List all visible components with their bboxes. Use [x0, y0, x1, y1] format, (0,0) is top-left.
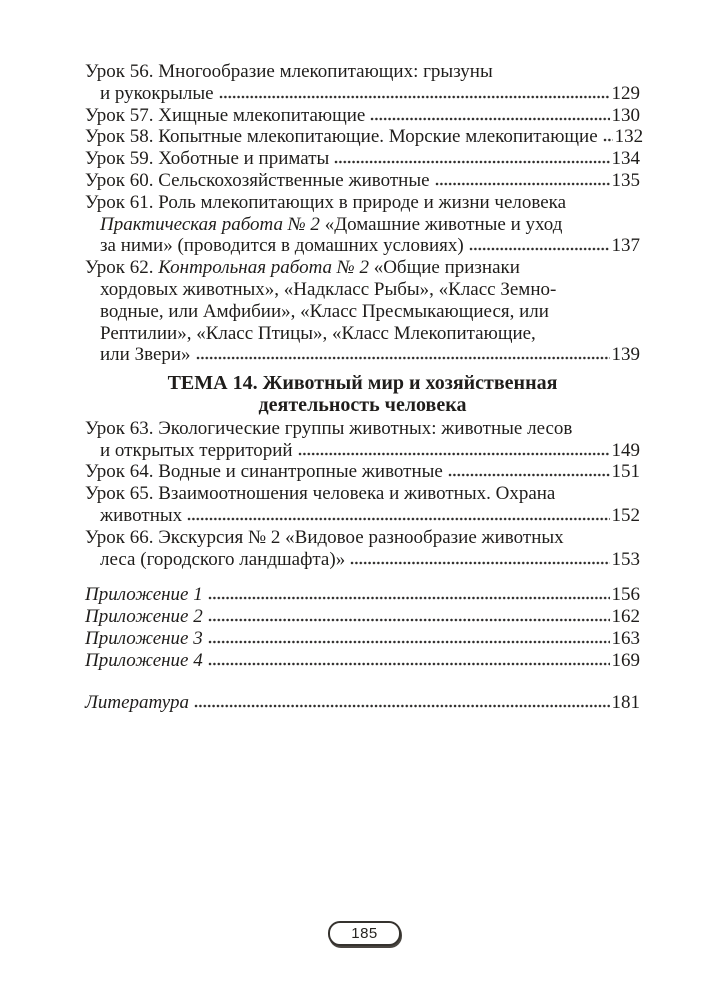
toc-entry-text	[100, 505, 182, 527]
toc-entry-text-italic: Приложение 2	[85, 606, 203, 628]
toc-line	[85, 257, 640, 279]
toc-line	[85, 650, 640, 672]
toc-entry-text-segment: «Домашние животные и уход	[319, 213, 563, 235]
toc-entry-text-italic: Практическая работа № 2	[100, 213, 320, 235]
table-of-contents	[85, 61, 644, 713]
toc-entry-text-segment: Урок 58. Копытные млекопитающие. Морские млекопитающие	[85, 126, 598, 148]
toc-entry-text	[85, 628, 203, 650]
toc-entry-text-segment: леса (городского ландшафта)»	[100, 548, 346, 570]
dot-leader	[208, 618, 610, 622]
toc-entry-text	[85, 584, 203, 606]
toc-entry	[85, 418, 640, 462]
toc-entry-text-segment: за ними» (проводится в домашних условиях)	[100, 235, 464, 257]
toc-entry-text	[85, 692, 189, 714]
toc-entry	[85, 483, 640, 527]
page-reference: 163	[611, 627, 640, 649]
toc-line	[85, 192, 640, 214]
dot-leader	[208, 596, 610, 600]
toc-entry	[85, 461, 640, 483]
dot-leader	[469, 247, 610, 251]
toc-line	[85, 214, 640, 236]
toc-entry-text-segment: и рукокрылые	[100, 82, 214, 104]
toc-entry-text	[85, 606, 203, 628]
toc-entry-text	[85, 527, 564, 549]
toc-entry	[85, 606, 640, 628]
page-reference: 181	[611, 691, 640, 713]
toc-line	[85, 170, 640, 192]
toc-entry-text	[100, 323, 536, 345]
toc-line	[85, 344, 640, 366]
toc-line	[85, 692, 640, 714]
page-number: 185	[351, 925, 378, 942]
page-number-pill	[328, 921, 401, 946]
toc-entry-text-segment: животных	[100, 504, 183, 526]
toc-entry-text	[100, 83, 214, 105]
toc-entry-text	[85, 148, 329, 170]
toc-entry-text	[100, 344, 191, 366]
toc-entry-text-segment: или Звери»	[100, 344, 191, 366]
toc-line	[85, 483, 640, 505]
toc-entry	[85, 527, 640, 571]
toc-entry-text-segment: Урок 64. Водные и синантропные животные	[85, 461, 443, 483]
toc-entry	[85, 257, 640, 366]
page-reference: 139	[611, 344, 640, 366]
toc-entry-text	[85, 126, 598, 148]
page-reference: 132	[614, 126, 644, 148]
toc-entry-text	[85, 257, 520, 279]
toc-entry-text-segment: «Общие признаки	[368, 257, 520, 279]
toc-entry-text-segment: хордовых животных», «Надкласс Рыбы», «Класс Земно-	[100, 278, 557, 300]
toc-line	[85, 105, 640, 127]
dot-leader	[196, 356, 610, 360]
toc-line	[85, 148, 640, 170]
dot-leader	[370, 117, 609, 121]
toc-entry-text-segment: водные, или Амфибии», «Класс Пресмыкающиеся, или	[100, 300, 549, 322]
toc-entry-text	[100, 279, 556, 301]
dot-leader	[334, 160, 609, 164]
toc-entry	[85, 628, 640, 650]
vertical-spacer	[85, 570, 640, 584]
toc-entry-text	[85, 61, 493, 83]
toc-entry-text-segment: и открытых территорий	[100, 439, 293, 461]
toc-entry-text	[85, 192, 566, 214]
vertical-spacer	[85, 672, 640, 692]
toc-line	[85, 279, 640, 301]
toc-entry-text	[85, 418, 572, 440]
dot-leader	[603, 138, 613, 142]
theme-heading	[85, 373, 640, 417]
dot-leader	[219, 95, 610, 99]
dot-leader	[208, 640, 610, 644]
toc-line	[85, 418, 640, 440]
toc-line	[85, 461, 640, 483]
dot-leader	[194, 704, 610, 708]
toc-entry-text	[100, 301, 549, 323]
toc-entry-text	[85, 461, 443, 483]
toc-entry-text	[85, 105, 365, 127]
dot-leader	[187, 517, 609, 521]
toc-line	[85, 323, 640, 345]
toc-entry-text-segment: Урок 66. Экскурсия № 2 «Видовое разнообразие животных	[85, 526, 564, 548]
toc-entry-text	[100, 235, 464, 257]
toc-entry-text	[100, 440, 293, 462]
toc-line	[85, 126, 644, 148]
toc-entry	[85, 692, 640, 714]
page-reference: 153	[611, 548, 640, 570]
toc-entry-text-segment: Урок 62.	[85, 257, 159, 279]
toc-entry	[85, 105, 640, 127]
toc-entry-text-italic: Приложение 3	[85, 627, 203, 649]
toc-entry-text	[85, 170, 430, 192]
page-reference: 129	[611, 82, 640, 104]
toc-line	[85, 606, 640, 628]
toc-entry-text-segment: Рептилии», «Класс Птицы», «Класс Млекопитающие,	[100, 322, 536, 344]
dot-leader	[208, 662, 610, 666]
toc-entry-text	[100, 549, 345, 571]
dot-leader	[298, 452, 610, 456]
toc-entry-text-segment: Урок 63. Экологические группы животных: животные лесов	[85, 417, 573, 439]
toc-line	[85, 584, 640, 606]
toc-line	[85, 505, 640, 527]
toc-entry	[85, 61, 640, 105]
theme-heading-line: ТЕМА 14. Животный мир и хозяйственная	[167, 372, 558, 395]
page-reference: 162	[611, 606, 640, 628]
toc-line	[85, 83, 640, 105]
toc-entry-text-italic: Приложение 4	[85, 649, 203, 671]
page-reference: 156	[611, 584, 640, 606]
page-reference: 130	[611, 104, 640, 126]
dot-leader	[448, 473, 610, 477]
toc-entry-text-segment: Урок 65. Взаимоотношения человека и животных. Охрана	[85, 483, 556, 505]
theme-heading-line: деятельность человека	[258, 393, 467, 416]
toc-entry	[85, 170, 640, 192]
page-reference: 135	[611, 169, 640, 191]
toc-entry-text-segment: Урок 59. Хоботные и приматы	[85, 148, 330, 170]
dot-leader	[435, 182, 610, 186]
toc-entry-text-segment: Урок 57. Хищные млекопитающие	[85, 104, 366, 126]
toc-entry-text	[85, 483, 555, 505]
toc-line	[85, 440, 640, 462]
toc-entry-text	[85, 650, 203, 672]
toc-line	[85, 549, 640, 571]
toc-entry	[85, 126, 644, 148]
toc-entry-text-segment: Урок 61. Роль млекопитающих в природе и жизни человека	[85, 191, 567, 213]
toc-line	[85, 301, 640, 323]
page-reference: 134	[611, 148, 640, 170]
toc-line	[85, 628, 640, 650]
toc-line	[85, 235, 640, 257]
page-reference: 169	[611, 649, 640, 671]
toc-entry	[85, 192, 640, 257]
toc-entry-text	[100, 214, 562, 236]
toc-entry	[85, 650, 640, 672]
toc-entry	[85, 584, 640, 606]
toc-entry-text-segment: Урок 56. Многообразие млекопитающих: грызуны	[85, 61, 493, 82]
toc-line	[85, 527, 640, 549]
toc-line	[85, 61, 640, 83]
toc-entry-text-italic: Приложение 1	[85, 584, 203, 606]
toc-entry-text-segment: Урок 60. Сельскохозяйственные животные	[85, 169, 430, 191]
toc-entry	[85, 148, 640, 170]
toc-entry-text-italic: Литература	[85, 691, 189, 713]
page-reference: 151	[611, 461, 640, 483]
dot-leader	[350, 561, 609, 565]
page-reference: 137	[611, 235, 640, 257]
toc-entry-text-italic: Контрольная работа № 2	[158, 257, 369, 279]
page-reference: 149	[611, 439, 640, 461]
page-reference: 152	[611, 504, 640, 526]
